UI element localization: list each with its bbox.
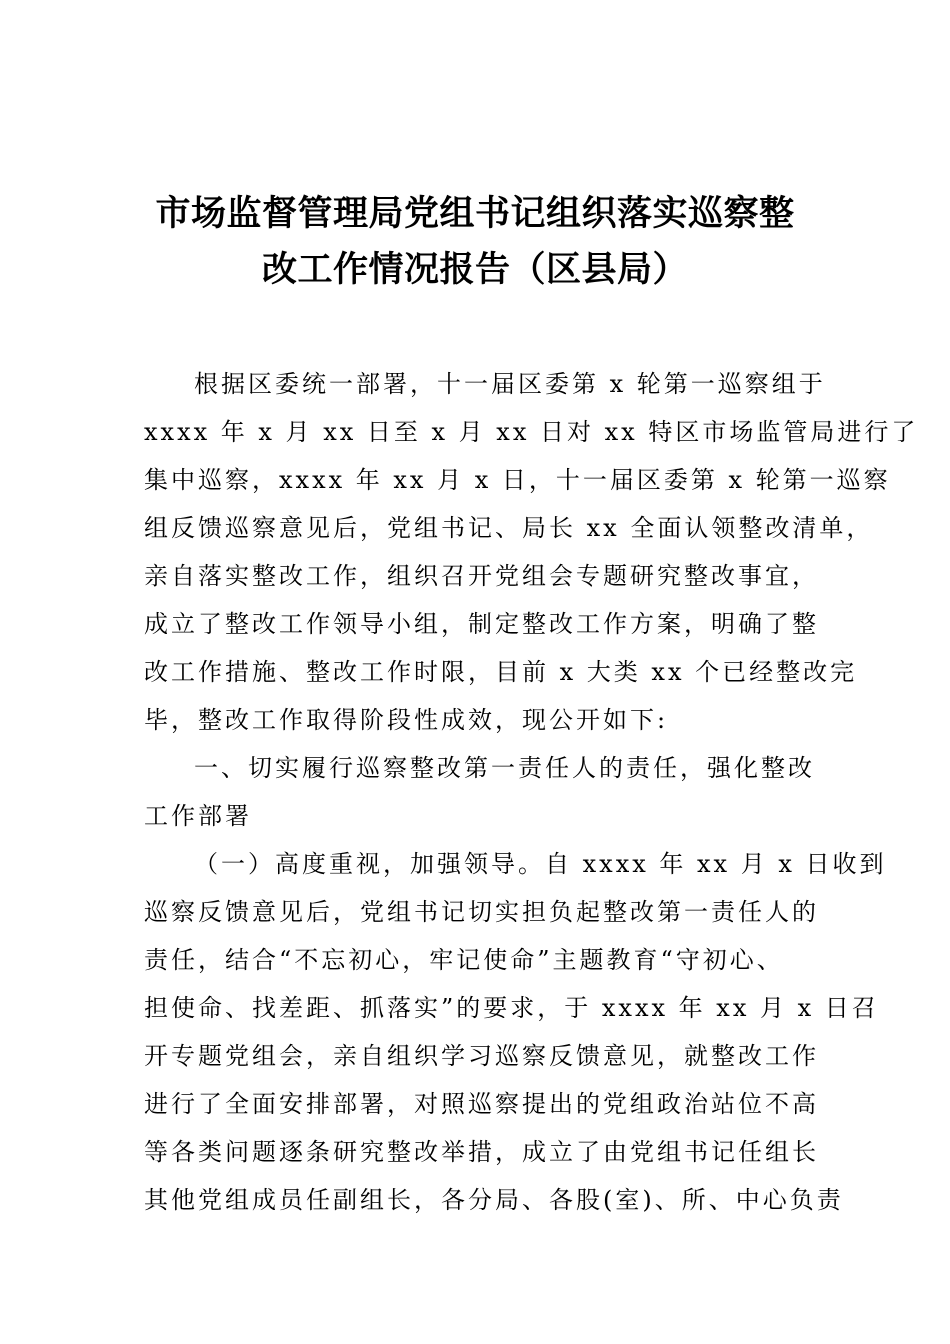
paragraph-line: xxxx 年 x 月 xx 日至 x 月 xx 日对 xx 特区市场监管局进行了 xyxy=(144,418,919,446)
paragraph-line: 集中巡察，xxxx 年 xx 月 x 日，十一届区委第 x 轮第一巡察 xyxy=(144,466,891,494)
document-body xyxy=(144,360,919,1224)
paragraph-line: 担使命、找差距、抓落实”的要求，于 xxxx 年 xx 月 x 日召 xyxy=(144,994,879,1022)
paragraph-line: 巡察反馈意见后，党组书记切实担负起整改第一责任人的 xyxy=(144,898,819,926)
title-line-1: 市场监督管理局党组书记组织落实巡察整 xyxy=(155,193,795,234)
document-title xyxy=(0,186,950,298)
paragraph-line: 进行了全面安排部署，对照巡察提出的党组政治站位不高 xyxy=(144,1090,819,1118)
paragraph-line: 亲自落实整改工作，组织召开党组会专题研究整改事宜， xyxy=(144,562,819,590)
paragraph-line: 毕，整改工作取得阶段性成效，现公开如下: xyxy=(144,706,669,734)
paragraph-line: 组反馈巡察意见后，党组书记、局长 xx 全面认领整改清单， xyxy=(144,514,874,542)
section-heading-line: 工作部署 xyxy=(144,802,252,830)
paragraph-line: 成立了整改工作领导小组，制定整改工作方案，明确了整 xyxy=(144,610,819,638)
paragraph-line: 开专题党组会，亲自组织学习巡察反馈意见，就整改工作 xyxy=(144,1042,819,1070)
title-line-2: 改工作情况报告（区县局） xyxy=(261,249,688,290)
paragraph-line: 改工作措施、整改工作时限，目前 x 大类 xx 个已经整改完 xyxy=(144,658,858,686)
paragraph-line: 其他党组成员任副组长，各分局、各股(室)、所、中心负责 xyxy=(144,1186,844,1214)
paragraph-line: 责任，结合“不忘初心，牢记使命”主题教育“守初心、 xyxy=(144,946,784,974)
paragraph-line: （一）高度重视，加强领导。自 xxxx 年 xx 月 x 日收到 xyxy=(194,850,887,878)
section-heading-line: 一、切实履行巡察整改第一责任人的责任，强化整改 xyxy=(194,754,815,782)
paragraph-line: 等各类问题逐条研究整改举措，成立了由党组书记任组长 xyxy=(144,1138,819,1166)
paragraph-line: 根据区委统一部署，十一届区委第 x 轮第一巡察组于 xyxy=(194,370,826,398)
